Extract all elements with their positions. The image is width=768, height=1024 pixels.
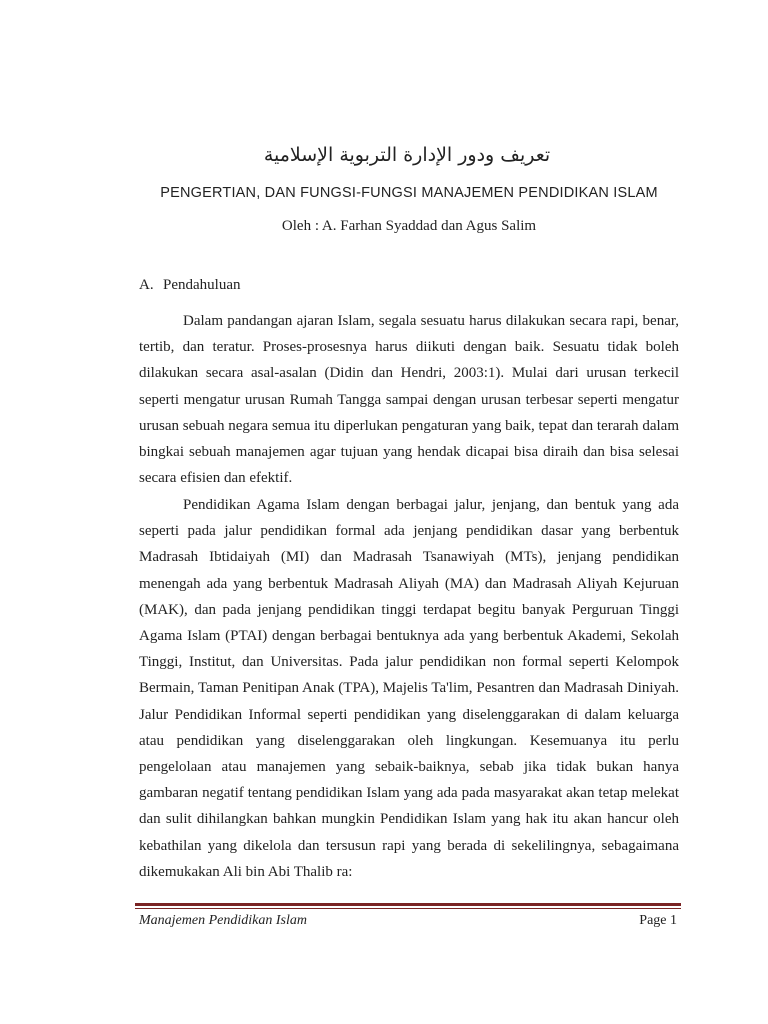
body-paragraph — [139, 308, 679, 491]
paragraph-text: Pendidikan Agama Islam dengan berbagai jalur, jenjang, dan bentuk yang ada seperti pada jalur pendidikan formal ada jenjang pendidikan dasar yang berbentuk Madrasah Ibtidaiyah (MI) dan Madrasah Tsanawiyah (MTs), jenjang pendidikan menengah ada yang berbentuk Madrasah Aliyah (MA) dan Madrasah Aliyah Kejuruan (MAK), dan pada jenjang pendidikan tinggi terdapat begitu banyak Perguruan Tinggi Agama Islam (PTAI) dengan berbagai bentuknya ada yang berbentuk Akademi, Sekolah Tinggi, Institut, dan Universitas. Pada jalur pendidikan non formal seperti Kelompok Bermain, Taman Penitipan Anak (TPA), Majelis Ta'lim, Pesantren dan Madrasah Diniyah. Jalur Pendidikan Informal seperti pendidikan yang diselenggarakan di dalam keluarga atau pendidikan yang diselenggarakan oleh lingkungan. Kesemuanya itu perlu pengelolaan atau manajemen yang sebaik-baiknya, sebab jika tidak bukan hanya gambaran negatif tentang pendidikan Islam yang ada pada masyarakat akan tetap melekat dan sulit dihilangkan bahkan mungkin Pendidikan Islam yang hak itu akan hancur oleh kebathilan yang dikelola dan tersusun rapi yang berada di sekelilingnya, sebagaimana dikemukakan Ali bin Abi Thalib ra: — [139, 497, 679, 880]
page-number: Page 1 — [639, 913, 677, 928]
body-paragraph — [139, 492, 679, 885]
footer-rule — [135, 903, 681, 906]
footer-book-title: Manajemen Pendidikan Islam — [139, 913, 307, 928]
author-line: Oleh : A. Farhan Syaddad dan Agus Salim — [281, 218, 537, 234]
footer-rule-thin — [135, 908, 681, 909]
section-title: Pendahuluan — [163, 277, 241, 293]
paragraph-text: Dalam pandangan ajaran Islam, segala sesuatu harus dilakukan secara rapi, benar, tertib, dan teratur. Proses-prosesnya harus diikuti dengan baik. Sesuatu tidak boleh dilakukan secara asal-asalan (Didin dan Hendri, 2003:1). Mulai dari urusan terkecil seperti mengatur urusan Rumah Tangga sampai dengan urusan terbesar seperti mengatur urusan sebuah negara semua itu diperlukan pengaturan yang baik, tepat dan terarah dalam bingkai sebuah manajemen agar tujuan yang hendak dicapai bisa diraih dan bisa selesai secara efisien dan efektif. — [139, 313, 679, 487]
section-heading — [139, 274, 240, 296]
document-title: PENGERTIAN, DAN FUNGSI-FUNGSI MANAJEMEN PENDIDIKAN ISLAM — [160, 185, 658, 201]
section-letter: A. — [139, 277, 154, 293]
arabic-title: تعريف ودور الإدارة التربوية الإسلامية — [263, 144, 551, 166]
